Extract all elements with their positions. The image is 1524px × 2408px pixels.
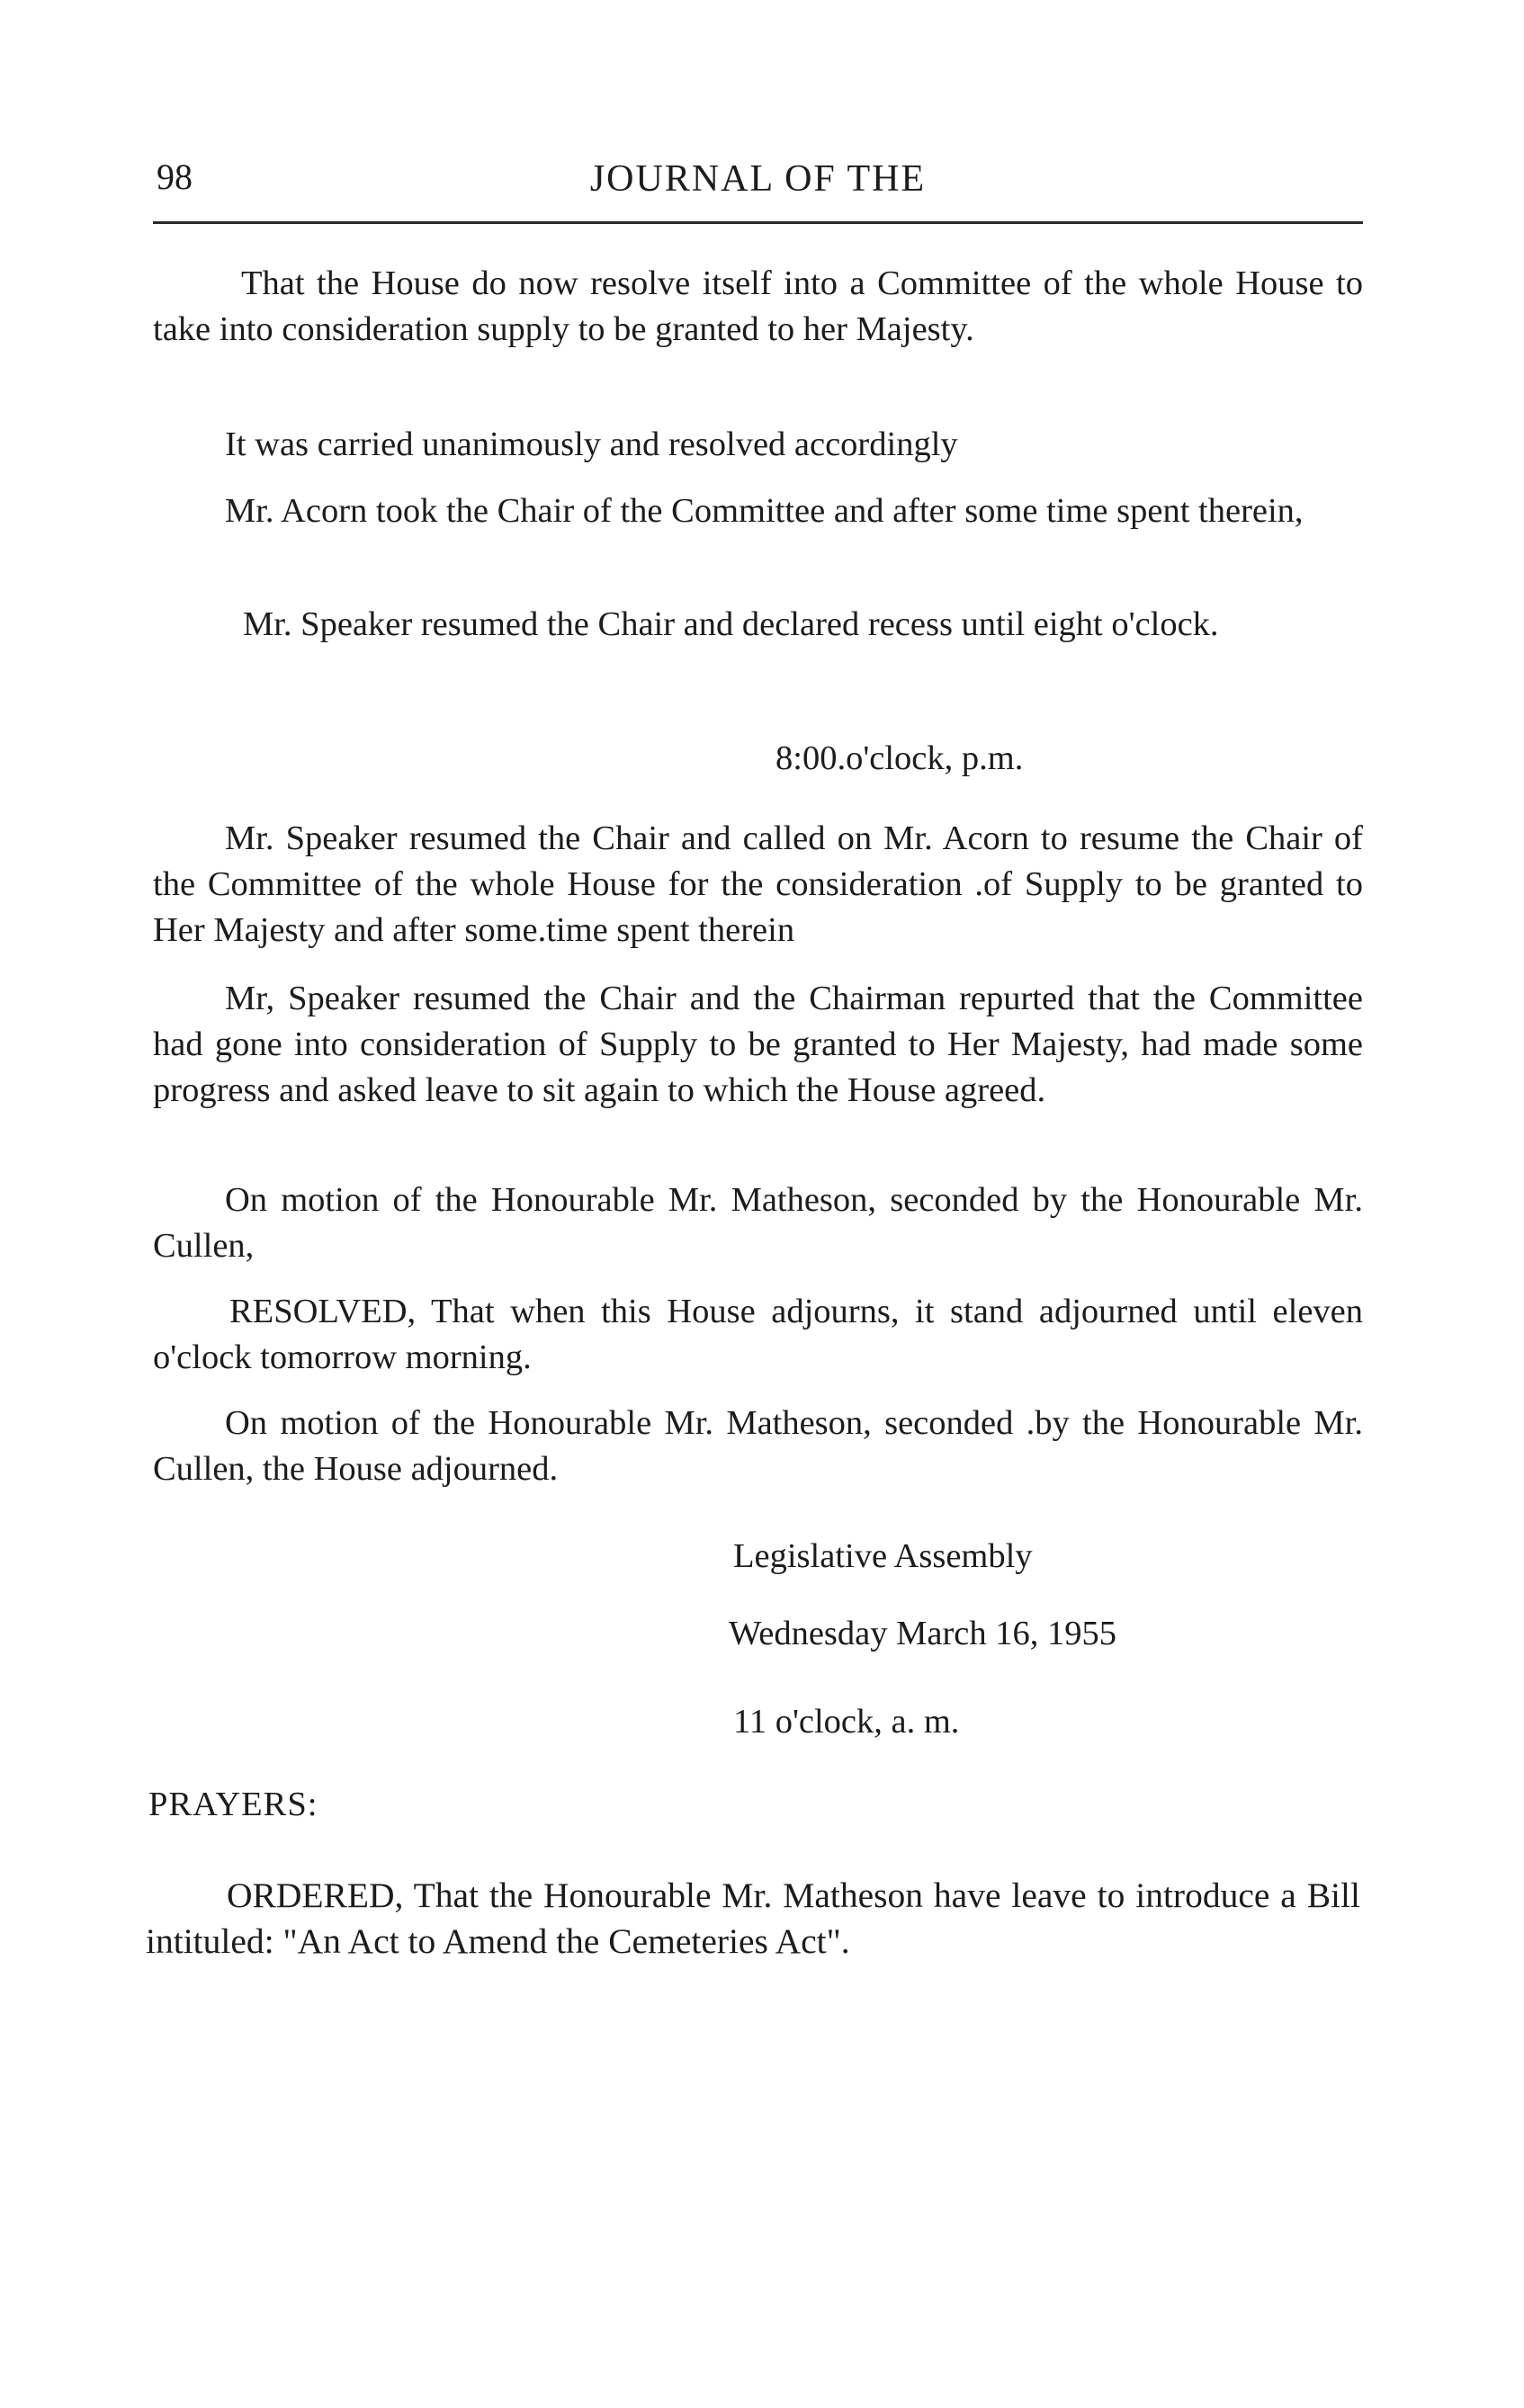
assembly-name: Legislative Assembly (733, 1537, 1033, 1575)
sitting-date: Wednesday March 16, 1955 (729, 1615, 1116, 1652)
paragraph-chairman-report: Mr, Speaker resumed the Chair and the Chairman repurted that the Committee had gone into consideration of Supply to be granted to Her Majesty, had made some progress and asked leave to sit again to which the House agreed. (153, 980, 1363, 1109)
running-title: JOURNAL OF THE (589, 158, 927, 200)
paragraph-ordered: ORDERED, That the Honourable Mr. Matheson have leave to introduce a Bill intituled: "An Act to Amend the Cemeteries Act". (146, 1875, 1360, 1961)
paragraph-resolved: RESOLVED, That when this House adjourns, it stand adjourned until eleven o'clock tomorrow morning. (153, 1293, 1363, 1376)
evening-time: 8:00.o'clock, p.m. (775, 739, 1024, 777)
paragraph-adjourned: On motion of the Honourable Mr. Matheson, seconded .by the Honourable Mr. Cullen, the House adjourned. (153, 1404, 1363, 1488)
page-number: 98 (157, 157, 193, 197)
header-rule (153, 221, 1363, 224)
prayers-heading: PRAYERS: (148, 1786, 318, 1823)
page-header (153, 148, 1363, 211)
paragraph-resume-committee: Mr. Speaker resumed the Chair and called on Mr. Acorn to resume the Chair of the Committee of the whole House for the consideration .of Supply to be granted to Her Majesty and after some.time spent therein (153, 819, 1363, 949)
paragraph-committee-motion: That the House do now resolve itself into a Committee of the whole House to take into consideration supply to be granted to her Majesty. (153, 264, 1363, 348)
paragraph-acorn-chair: Mr. Acorn took the Chair of the Committee and after some time spent therein, (225, 492, 1304, 530)
paragraph-carried: It was carried unanimously and resolved accordingly (225, 425, 958, 463)
sitting-time: 11 o'clock, a. m. (733, 1703, 960, 1741)
paragraph-recess: Mr. Speaker resumed the Chair and declared recess until eight o'clock. (243, 605, 1219, 643)
paragraph-motion-1: On motion of the Honourable Mr. Matheson, seconded by the Honourable Mr. Cullen, (153, 1181, 1363, 1265)
